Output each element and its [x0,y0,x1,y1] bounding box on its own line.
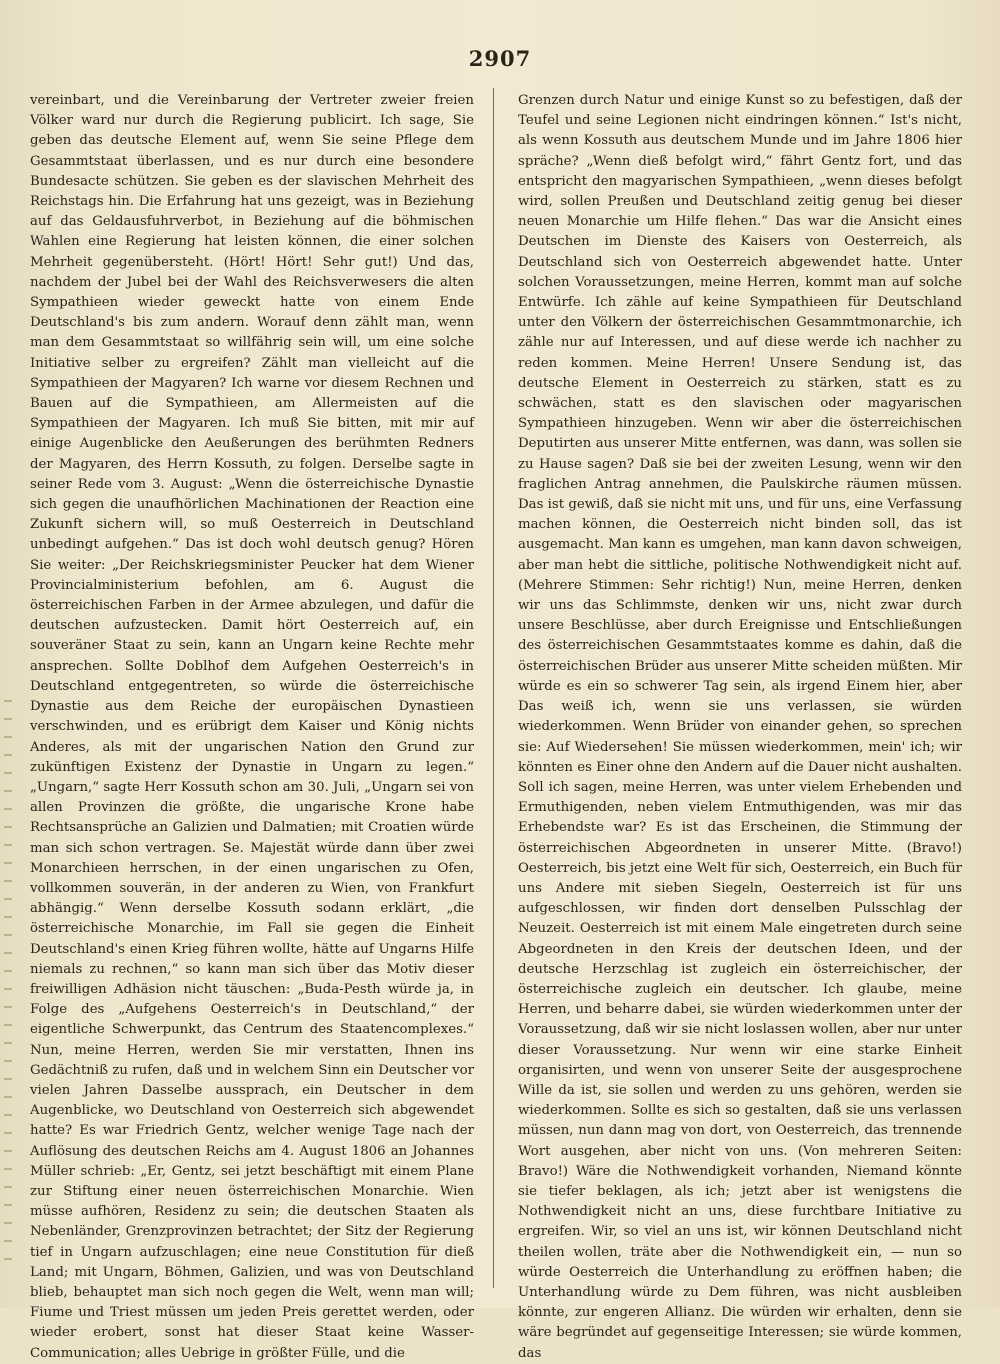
column-left-text: vereinbart, und die Vereinbarung der Vertreter zweier freien Völker ward nur durch die Regierung publicirt. Ich sage, Sie geben das deutsche Element auf, wenn Sie seine Pflege dem Gesammtstaat überlassen, und es nur durch eine besondere Bundesacte schützen. Sie geben es der slavischen Mehrheit des Reichstags hin. Die Erfahrung hat uns gezeigt, was in Beziehung auf das Geldausfuhrverbot, in Beziehung auf die böhmischen Wahlen eine Regierung hat leisten können, die einer solchen Mehrheit gegenübersteht. (Hört! Hört! Sehr gut!) Und das, nachdem der Jubel bei der Wahl des Reichsverwesers die alten Sympathieen wieder geweckt hatte von einem Ende Deutschland's bis zum andern. Worauf denn zählt man, wenn man dem Gesammtstaat so willfährig sein will, um eine solche Initiative selber zu ergreifen? Zählt man vielleicht auf die Sympathieen der Magyaren? Ich warne vor diesem Rechnen und Bauen auf die Sympathieen, am Allermeisten auf die Sympathieen der Magyaren. Ich muß Sie bitten, mit mir auf einige Augenblicke den Aeußerungen des berühmten Redners der Magyaren, des Herrn Kossuth, zu folgen. Derselbe sagte in seiner Rede vom 3. August: „Wenn die österreichische Dynastie sich gegen die unaufhörlichen Machinationen der Reaction eine Zukunft sichern will, so muß Oesterreich in Deutschland unbedingt aufgehen.“ Das ist doch wohl deutsch genug? Hören Sie weiter: „Der Reichskriegsminister Peucker hat dem Wiener Provincialministerium befohlen, am 6. August die österreichischen Farben in der Armee abzulegen, und dafür die deutschen aufzustecken. Damit hört Oesterreich auf, ein souveräner Staat zu sein, kann an Ungarn keine Rechte mehr ansprechen. Sollte Doblhof dem Aufgehen Oesterreich's in Deutschland entgegentreten, so würde die österreichische Dynastie aus dem Reiche der europäischen Dynastieen verschwinden, und es erübrigt dem Kaiser und König nichts Anderes, als mit der ungarischen Nation den Grund zur zukünftigen Existenz der Dynastie in Ungarn zu legen.“ „Ungarn,“ sagte Herr Kossuth schon am 30. Juli, „Ungarn sei von allen Provinzen die größte, die ungarische Krone habe Rechtsansprüche an Galizien und Dalmatien; mit Croatien würde man sich schon vertragen. Se. Majestät würde dann über zwei Monarchieen herrschen, in der einen ungarischen zu Ofen, vollkommen souverän, in der anderen zu Wien, von Frankfurt abhängig.“ Wenn derselbe Kossuth sodann erklärt, „die österreichische Monarchie, im Fall sie gegen die Einheit Deutschland's einen Krieg führen wollte, hätte auf Ungarns Hilfe niemals zu rechnen,“ so kann man sich über das Motiv dieser freiwilligen Adhäsion nicht täuschen: „Buda-Pesth würde ja, in Folge des „Aufgehens Oesterreich's in Deutschland,“ der eigentliche Schwerpunkt, das Centrum des Staatencomplexes.“ Nun, meine Herren, werden Sie mir verstatten, Ihnen ins Gedächtniß zu rufen, daß und in welchem Sinn ein Deutscher vor vielen Jahren Dasselbe aussprach, ein Deutscher in dem Augenblicke, wo Deutschland von Oesterreich sich abgewendet hatte? Es war Friedrich Gentz, welcher wenige Tage nach der Auflösung des deutschen Reichs am 4. August 1806 an Johannes Müller schrieb: „Er, Gentz, sei jetzt beschäftigt mit einem Plane zur Stiftung einer neuen österreichischen Monarchie. Wien müsse aufhören, Residenz zu sein; die deutschen Staaten als Nebenländer, Grenzprovinzen betrachtet; der Sitz der Regierung tief in Ungarn aufzuschlagen; eine neue Constitution für dieß Land; mit Ungarn, Böhmen, Galizien, und was von Deutschland blieb, behauptet man sich noch gegen die Welt, wenn man will; Fiume und Triest müssen um jeden Preis gerettet werden, oder wieder erobert, sonst hat dieser Staat keine Wasser-Communication; alles Uebrige in größter Fülle, und die [30,93,474,1361]
column-divider [493,88,494,1288]
binding-edge [4,700,12,1260]
text-column-right [518,91,962,1361]
page-number: 2907 [468,46,532,71]
text-column-left [30,91,474,1361]
column-right-text: Grenzen durch Natur und einige Kunst so zu befestigen, daß der Teufel und seine Legionen nicht eindringen können.“ Ist's nicht, als wenn Kossuth aus deutschem Munde und im Jahre 1806 hier spräche? „Wenn dieß befolgt wird,“ fährt Gentz fort, und das entspricht den magyarischen Sympathieen, „wenn dieses befolgt wird, sollen Preußen und Deutschland zeitig genug bei dieser neuen Monarchie um Hilfe flehen.“ Das war die Ansicht eines Deutschen im Dienste des Kaisers von Oesterreich, als Deutschland sich von Oesterreich abgewendet hatte. Unter solchen Voraussetzungen, meine Herren, kommt man auf solche Entwürfe. Ich zähle auf keine Sympathieen für Deutschland unter den Völkern der österreichischen Gesammtmonarchie, ich zähle nur auf Interessen, und auf diese werde ich nachher zu reden kommen. Meine Herren! Unsere Sendung ist, das deutsche Element in Oesterreich zu stärken, statt es zu schwächen, statt es den slavischen oder magyarischen Sympathieen hinzugeben. Wenn wir aber die österreichischen Deputirten aus unserer Mitte entfernen, was dann, was sollen sie zu Hause sagen? Daß sie bei der zweiten Lesung, wenn wir den fraglichen Antrag annehmen, die Paulskirche räumen müssen. Das ist gewiß, daß sie nicht mit uns, und für uns, eine Verfassung machen können, die Oesterreich nicht binden soll, das ist ausgemacht. Man kann es umgehen, man kann davon schweigen, aber man hebt die sittliche, politische Nothwendigkeit nicht auf. (Mehrere Stimmen: Sehr richtig!) Nun, meine Herren, denken wir uns das Schlimmste, denken wir uns, nicht zwar durch unsere Beschlüsse, aber durch Ereignisse und Entschließungen des österreichischen Gesammtstaates komme es dahin, daß die österreichischen Brüder aus unserer Mitte scheiden müßten. Mir würde es ein so schwerer Tag sein, als irgend Einem hier, aber Das weiß ich, wenn sie uns verlassen, sie würden wiederkommen. Wenn Brüder von einander gehen, so sprechen sie: Auf Wiedersehen! Sie müssen wiederkommen, mein' ich; wir könnten es Einer ohne den Andern auf die Dauer nicht aushalten. Soll ich sagen, meine Herren, was unter vielem Erhebenden und Ermuthigenden, neben vielem Entmuthigenden, was mir das Erhebendste war? Es ist das Erscheinen, die Stimmung der österreichischen Abgeordneten in unserer Mitte. (Bravo!) Oesterreich, bis jetzt eine Welt für sich, Oesterreich, ein Buch für uns Andere mit sieben Siegeln, Oesterreich ist für uns aufgeschlossen, wir finden dort denselben Pulsschlag der Neuzeit. Oesterreich ist mit einem Male eingetreten durch seine Abgeordneten in den Kreis der deutschen Ideen, und der deutsche Herzschlag ist zugleich ein österreichischer, der österreichische zugleich ein deutscher. Ich glaube, meine Herren, und beharre dabei, sie würden wiederkommen unter der Voraussetzung, daß wir sie nicht loslassen wollen, aber nur unter dieser Voraussetzung. Nur wenn wir eine starke Einheit organisirten, und wenn von unserer Seite der ausgesprochene Wille da ist, sie sollen und werden zu uns gehören, werden sie wiederkommen. Sollte es sich so gestalten, daß sie uns verlassen müssen, nun dann mag von dort, von Oesterreich, das trennende Wort ausgehen, aber nicht von uns. (Von mehreren Seiten: Bravo!) Wäre die Nothwendigkeit vorhanden, Niemand könnte sie tiefer beklagen, als ich; jetzt aber ist wenigstens die Nothwendigkeit nicht an uns, diese furchtbare Initiative zu ergreifen. Wir, so viel an uns ist, wir können Deutschland nicht theilen wollen, träte aber die Nothwendigkeit ein, — nun so würde Oesterreich die Unterhandlung zu eröffnen haben; die Unterhandlung würde zu Dem führen, was nicht ausbleiben könnte, zur engeren Allianz. Die würden wir erhalten, denn sie wäre begründet auf gegenseitige Interessen; sie würde kommen, das [518,93,962,1361]
